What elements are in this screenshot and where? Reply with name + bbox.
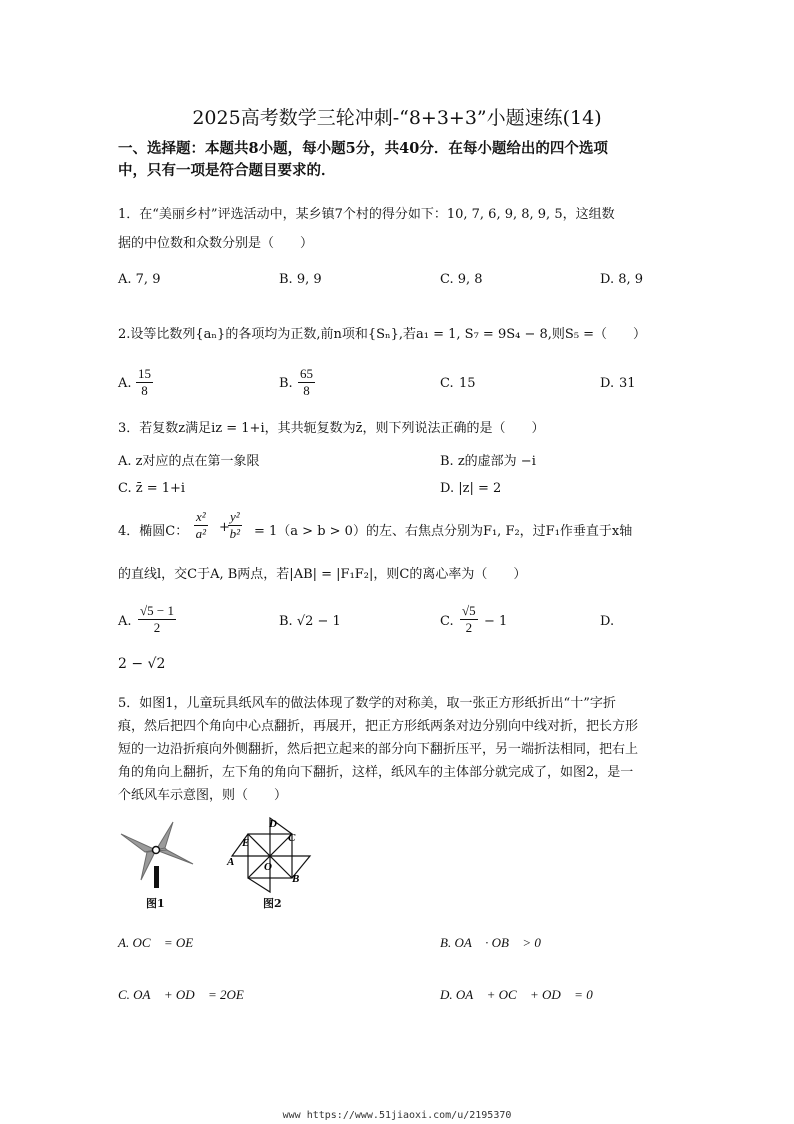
q5-option-d: D. OA⃗ + OC⃗ + OD⃗ = 0⃗ [440, 987, 603, 1002]
q5-stem-line1: 5．如图1，儿童玩具纸风车的做法体现了数学的对称美，取一张正方形纸折出“十”字折 [118, 696, 616, 711]
q5-stem-line4: 角的角向上翻折，左下角的角向下翻折，这样，纸风车的主体部分就完成了，如图2，是一 [118, 765, 634, 780]
q2-option-d-value: 31 [619, 376, 636, 391]
q4-fraction-x: $\frac{\text{x²}}{\text{a²}}$ [195, 509, 207, 541]
figure-2-caption: 图2 [263, 897, 282, 910]
q3-option-b: B. z的虚部为 −i [440, 454, 536, 469]
q3-option-d: D. |z| = 2 [440, 481, 502, 496]
fig2-label-a: A [227, 856, 235, 868]
q4-option-a-label: A. [118, 614, 132, 629]
figure-1-caption: 图1 [146, 897, 165, 910]
q5-option-c: C. OA⃗ + OD⃗ = 2OE⃗ [118, 987, 254, 1002]
q1-option-d: D. 8, 9 [600, 272, 644, 287]
q4-option-c-tail: − 1 [484, 614, 508, 629]
pinwheel-figure-2 [226, 814, 321, 894]
section-heading-line2: 中，只有一项是符合题目要求的． [118, 162, 336, 179]
fig2-label-e: E [242, 837, 250, 849]
fig2-label-o: O [264, 861, 272, 873]
q2-option-b-label: B. [279, 376, 293, 391]
q2-option-a-label: A. [118, 376, 132, 391]
q1-stem-line2: 据的中位数和众数分别是（ ） [118, 236, 314, 251]
q5-option-b: B. OA⃗ · OB⃗ > 0 [440, 935, 541, 950]
q2-option-a-fraction: $\frac{15}{8}$ [138, 366, 151, 398]
q4-option-c-label: C. [440, 614, 454, 629]
q4-option-d-label: D. [600, 614, 615, 629]
q5-stem-line2: 痕，然后把四个角向中心点翻折，再展开，把正方形纸两条对边分别向中线对折，把长方形 [118, 719, 639, 734]
page-title: 2025高考数学三轮冲刺-“8+3+3”小题速练(14) [192, 107, 602, 129]
footer-url: www https://www.51jiaoxi.com/u/2195370 [282, 1110, 512, 1121]
q2-option-c-value: 15 [459, 376, 476, 391]
q2-option-c-label: C. [440, 376, 454, 391]
q4-fraction-y: $\frac{\text{y²}}{\text{b²}}$ [229, 509, 241, 541]
q4-stem-line2: 的直线l，交C于A, B两点，若|AB| = |F₁F₂|，则C的离心率为（ ） [118, 567, 527, 582]
q4-stem-suffix: = 1（a > b > 0）的左、右焦点分别为F₁, F₂，过F₁作垂直于x轴 [254, 524, 633, 539]
q5-stem-line5: 个纸风车示意图，则（ ） [118, 788, 288, 803]
q3-option-c: C. z̄ = 1+i [118, 481, 186, 496]
q1-option-c: C. 9, 8 [440, 272, 483, 287]
q2-option-d-label: D. [600, 376, 615, 391]
q4-option-c-fraction: $\frac{√5}{2}$ [462, 603, 476, 635]
q4-option-b: B. √2 − 1 [279, 614, 341, 629]
q2-stem: 2.设等比数列{aₙ}的各项均为正数,前n项和{Sₙ},若a₁ = 1, S₇ = 9S₄ − 8,则S₅ =（ ） [118, 327, 647, 342]
section-heading-line1: 一、选择题：本题共8小题，每小题5分，共40分．在每小题给出的四个选项 [118, 140, 608, 157]
fig2-label-d: D [269, 818, 277, 830]
q4-option-d-value: 2 − √2 [118, 656, 166, 672]
q4-option-a-fraction: $\frac{√5 - 1}{2}$ [140, 603, 174, 635]
fig2-label-c: C [288, 832, 296, 844]
q1-option-a: A. 7, 9 [118, 272, 161, 287]
q1-stem-line1: 1．在“美丽乡村”评选活动中，某乡镇7个村的得分如下：10, 7, 6, 9, 8, 9, 5，这组数 [118, 207, 615, 222]
q5-option-a: A. OC⃗ = OE⃗ [118, 935, 204, 950]
q3-option-a: A. z对应的点在第一象限 [118, 454, 260, 469]
q5-stem-line3: 短的一边沿折痕向外侧翻折，然后把立起来的部分向下翻折压平，另一端折法相同，把右上 [118, 742, 639, 757]
q3-stem: 3．若复数z满足iz = 1+i，其共轭复数为z̄，则下列说法正确的是（ ） [118, 421, 545, 436]
q1-option-b: B. 9, 9 [279, 272, 322, 287]
q2-option-b-fraction: $\frac{65}{8}$ [300, 366, 313, 398]
fig2-label-b: B [292, 873, 300, 885]
q4-stem-prefix: 4．椭圆C： [118, 524, 189, 539]
